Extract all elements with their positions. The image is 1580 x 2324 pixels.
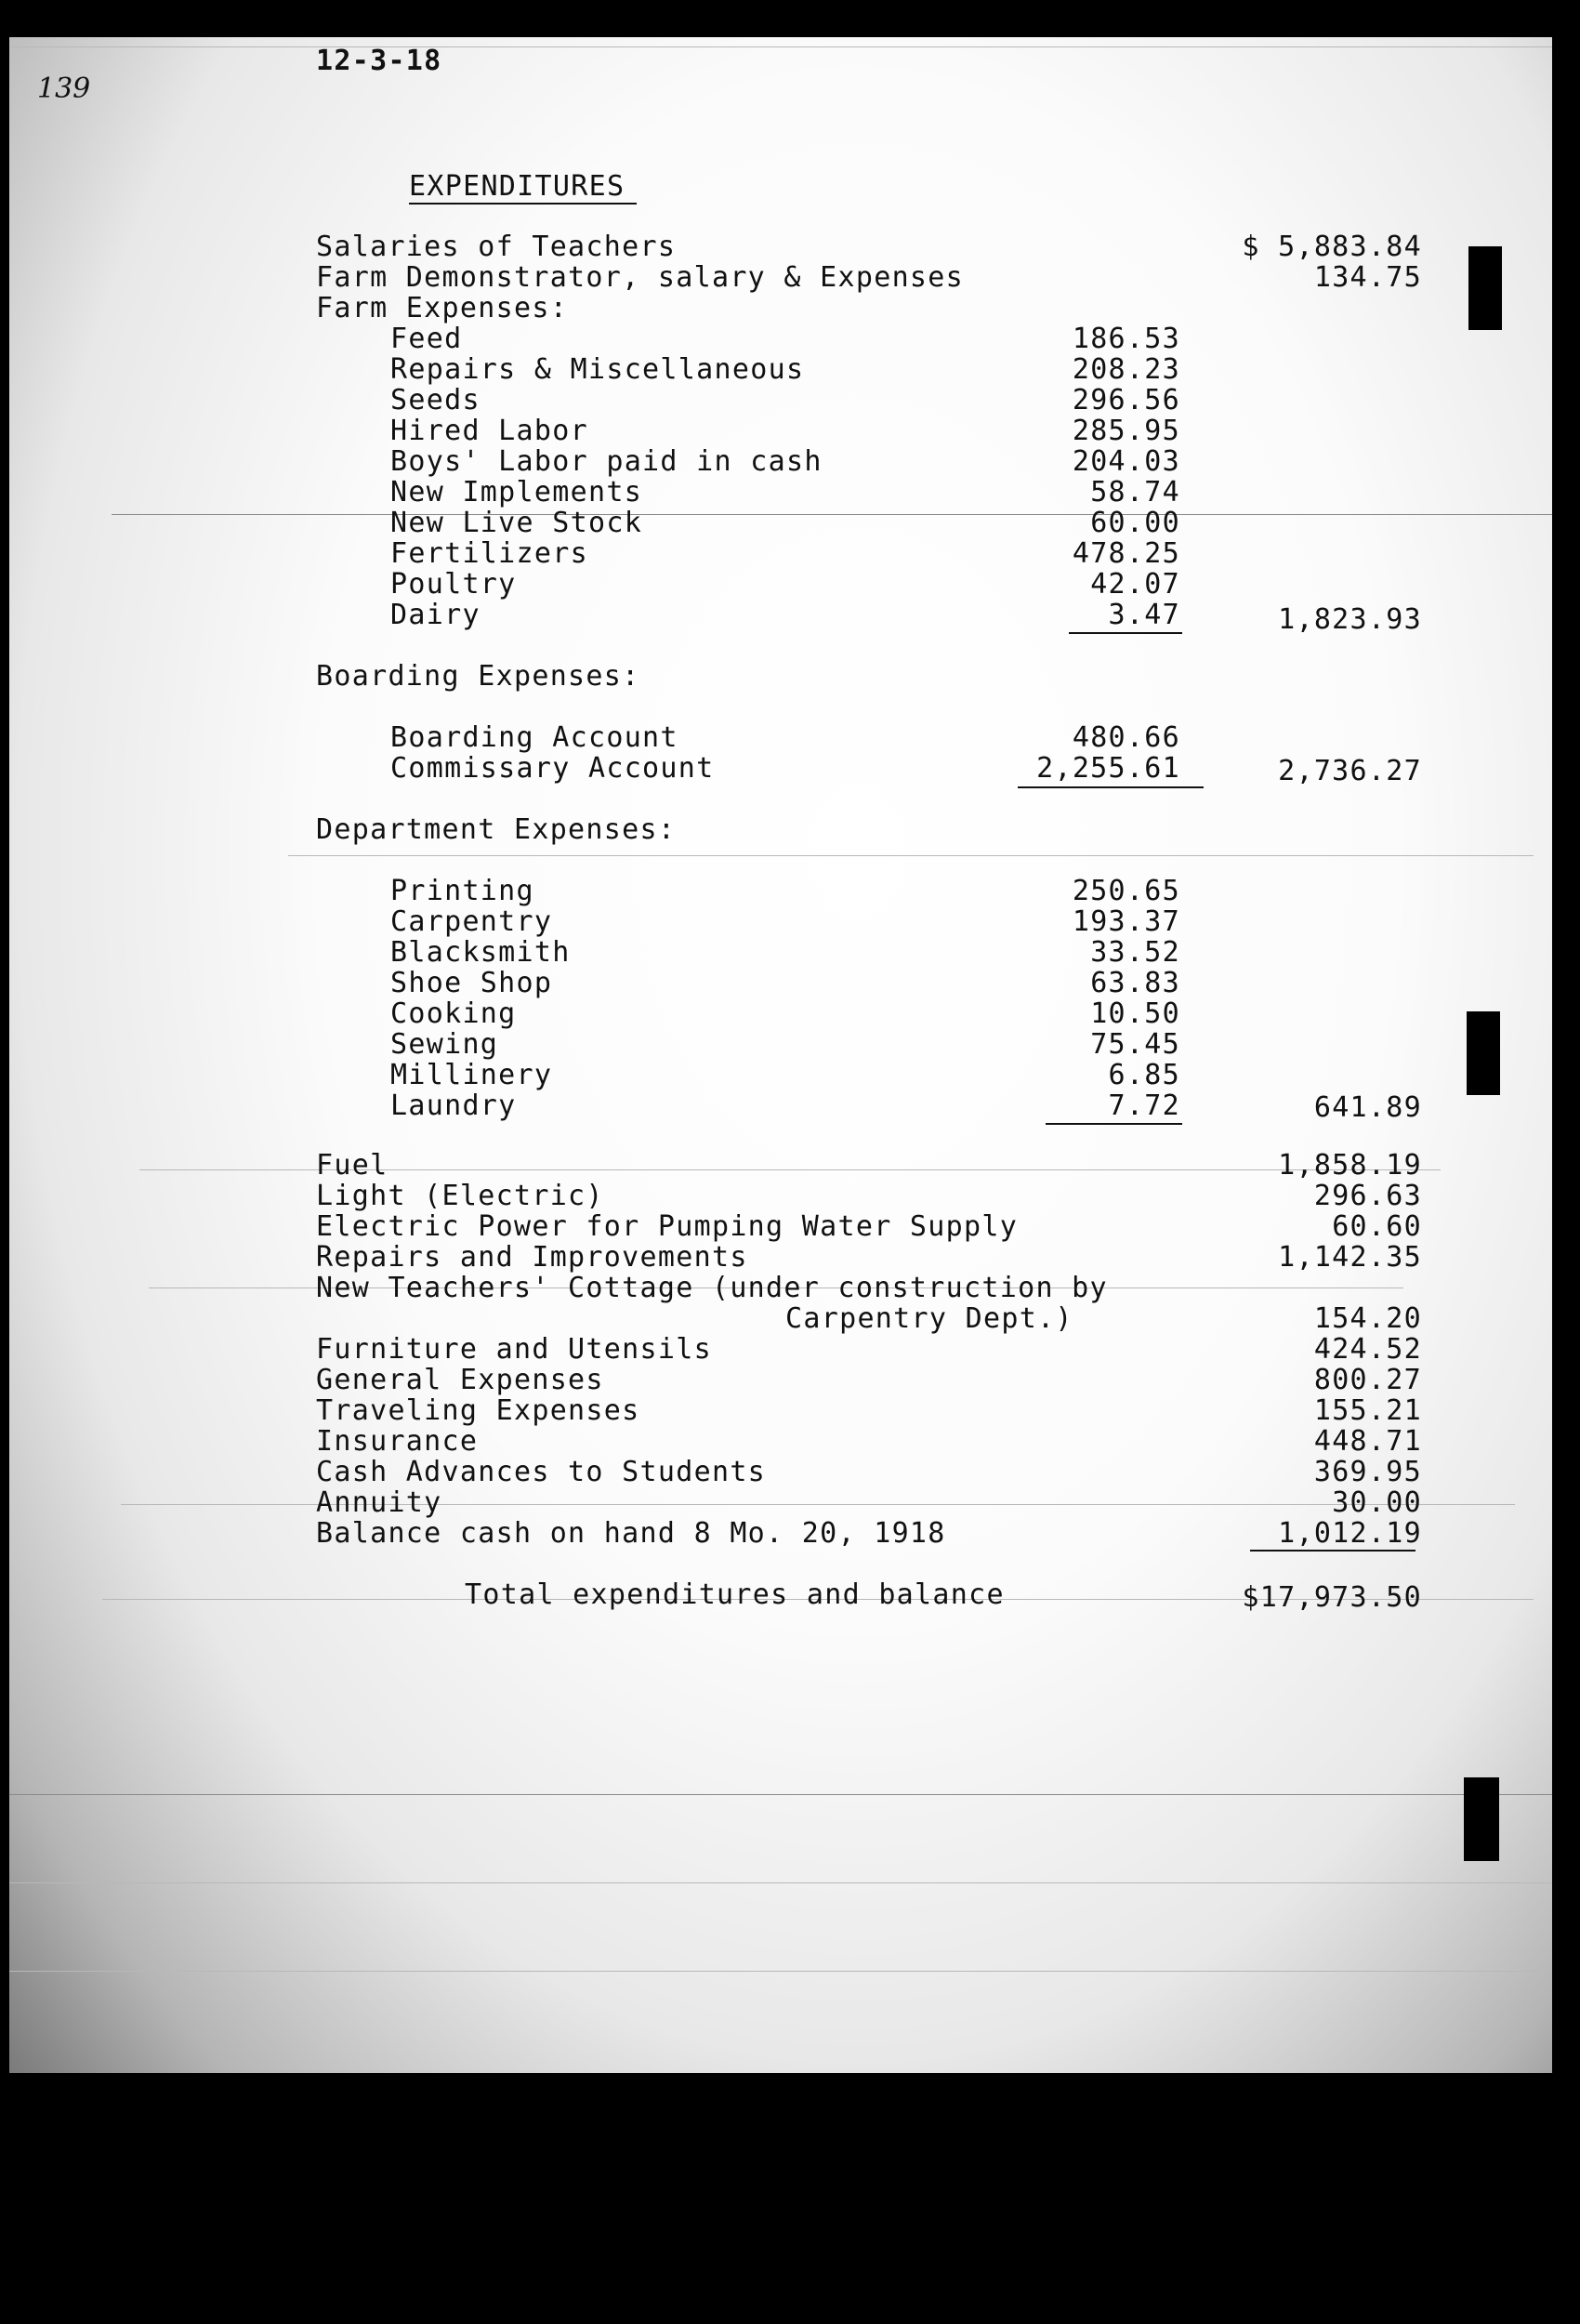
other-item-label: Light (Electric) bbox=[316, 1180, 604, 1212]
other-item-total: 424.52 bbox=[1313, 1333, 1422, 1366]
boarding-expenses-heading: Boarding Expenses: bbox=[316, 660, 640, 693]
farm-expenses-heading: Farm Expenses: bbox=[316, 292, 569, 324]
other-item-total: 154.20 bbox=[1313, 1302, 1422, 1335]
farm-item-label: Dairy bbox=[390, 599, 481, 631]
department-total: 641.89 bbox=[1313, 1091, 1422, 1124]
department-item-label: Millinery bbox=[390, 1059, 553, 1091]
other-item-total: 800.27 bbox=[1313, 1364, 1422, 1396]
farm-item-amount: 186.53 bbox=[1072, 323, 1180, 355]
department-item-label: Blacksmith bbox=[390, 936, 571, 969]
grand-total-amount: $17,973.50 bbox=[1242, 1581, 1422, 1614]
boarding-item-amount: 480.66 bbox=[1072, 721, 1180, 754]
other-item-total: 369.95 bbox=[1313, 1456, 1422, 1488]
department-item-label: Sewing bbox=[390, 1028, 499, 1061]
department-item-label: Shoe Shop bbox=[390, 967, 553, 999]
farm-item-label: Hired Labor bbox=[390, 415, 588, 447]
scan-rule bbox=[112, 514, 1552, 515]
other-item-label: Electric Power for Pumping Water Supply bbox=[316, 1210, 1019, 1243]
page-title: EXPENDITURES bbox=[409, 170, 625, 203]
farm-item-amount: 204.03 bbox=[1072, 445, 1180, 478]
index-tab bbox=[1464, 1777, 1499, 1861]
department-item-amount: 33.52 bbox=[1090, 936, 1180, 969]
farm-item-amount: 58.74 bbox=[1090, 476, 1180, 508]
farm-demonstrator-label: Farm Demonstrator, salary & Expenses bbox=[316, 261, 965, 294]
department-item-label: Printing bbox=[390, 875, 534, 907]
farm-item-label: Fertilizers bbox=[390, 537, 588, 570]
boarding-item-amount: 2,255.61 bbox=[1036, 752, 1180, 785]
title-underline bbox=[409, 203, 637, 205]
farm-item-amount: 285.95 bbox=[1072, 415, 1180, 447]
farm-item-label: Feed bbox=[390, 323, 463, 355]
department-item-label: Cooking bbox=[390, 997, 517, 1030]
salaries-total: $ 5,883.84 bbox=[1242, 231, 1422, 263]
farm-item-amount: 3.47 bbox=[1108, 599, 1180, 631]
scan-rule bbox=[288, 855, 1534, 856]
boarding-item-label: Boarding Account bbox=[390, 721, 678, 754]
boarding-item-label: Commissary Account bbox=[390, 752, 715, 785]
other-item-label: New Teachers' Cottage (under construction by bbox=[316, 1272, 1108, 1304]
department-expenses-heading: Department Expenses: bbox=[316, 813, 677, 846]
scan-rule bbox=[9, 1794, 1552, 1795]
other-item-total: 1,142.35 bbox=[1278, 1241, 1422, 1274]
other-item-total: 1,012.19 bbox=[1278, 1517, 1422, 1550]
scan-rule bbox=[9, 1882, 1552, 1883]
department-item-amount: 63.83 bbox=[1090, 967, 1180, 999]
department-item-amount: 250.65 bbox=[1072, 875, 1180, 907]
department-item-label: Laundry bbox=[390, 1089, 517, 1122]
farm-item-amount: 478.25 bbox=[1072, 537, 1180, 570]
index-tab bbox=[1468, 246, 1502, 330]
other-item-label-continued: Carpentry Dept.) bbox=[785, 1302, 1073, 1335]
farm-item-label: Repairs & Miscellaneous bbox=[390, 353, 805, 386]
grand-total-label: Total expenditures and balance bbox=[465, 1578, 1005, 1611]
other-item-label: Furniture and Utensils bbox=[316, 1333, 712, 1366]
farm-total: 1,823.93 bbox=[1278, 603, 1422, 636]
other-item-label: Cash Advances to Students bbox=[316, 1456, 767, 1488]
grand-total-underline bbox=[1250, 1550, 1415, 1552]
department-subtotal-underline bbox=[1046, 1123, 1182, 1125]
scan-rule bbox=[9, 46, 1552, 47]
other-item-total: 296.63 bbox=[1313, 1180, 1422, 1212]
other-item-label: Insurance bbox=[316, 1425, 479, 1458]
other-item-total: 1,858.19 bbox=[1278, 1149, 1422, 1182]
farm-item-amount: 60.00 bbox=[1090, 507, 1180, 539]
boarding-total: 2,736.27 bbox=[1278, 755, 1422, 787]
document-sheet bbox=[9, 37, 1552, 2073]
other-item-label: Annuity bbox=[316, 1486, 442, 1519]
farm-item-label: Boys' Labor paid in cash bbox=[390, 445, 823, 478]
other-item-label: General Expenses bbox=[316, 1364, 604, 1396]
department-item-amount: 10.50 bbox=[1090, 997, 1180, 1030]
farm-item-amount: 296.56 bbox=[1072, 384, 1180, 416]
boarding-subtotal-underline bbox=[1018, 786, 1204, 788]
farm-demonstrator-total: 134.75 bbox=[1313, 261, 1422, 294]
salaries-label: Salaries of Teachers bbox=[316, 231, 677, 263]
farm-item-label: New Live Stock bbox=[390, 507, 643, 539]
department-item-amount: 7.72 bbox=[1108, 1089, 1180, 1122]
farm-item-amount: 42.07 bbox=[1090, 568, 1180, 601]
other-item-total: 155.21 bbox=[1313, 1394, 1422, 1427]
department-item-amount: 193.37 bbox=[1072, 905, 1180, 938]
other-item-label: Traveling Expenses bbox=[316, 1394, 640, 1427]
other-item-total: 448.71 bbox=[1313, 1425, 1422, 1458]
department-item-label: Carpentry bbox=[390, 905, 553, 938]
other-item-total: 60.60 bbox=[1332, 1210, 1422, 1243]
document-reference: 12-3-18 bbox=[316, 45, 442, 77]
other-item-total: 30.00 bbox=[1332, 1486, 1422, 1519]
other-item-label: Repairs and Improvements bbox=[316, 1241, 748, 1274]
other-item-label: Fuel bbox=[316, 1149, 388, 1182]
farm-item-label: Poultry bbox=[390, 568, 517, 601]
department-item-amount: 6.85 bbox=[1108, 1059, 1180, 1091]
index-tab bbox=[1467, 1011, 1500, 1095]
farm-item-amount: 208.23 bbox=[1072, 353, 1180, 386]
margin-note: 139 bbox=[37, 73, 91, 105]
scan-rule bbox=[9, 1971, 1552, 1972]
other-item-label: Balance cash on hand 8 Mo. 20, 1918 bbox=[316, 1517, 946, 1550]
department-item-amount: 75.45 bbox=[1090, 1028, 1180, 1061]
farm-item-label: New Implements bbox=[390, 476, 643, 508]
farm-item-label: Seeds bbox=[390, 384, 481, 416]
